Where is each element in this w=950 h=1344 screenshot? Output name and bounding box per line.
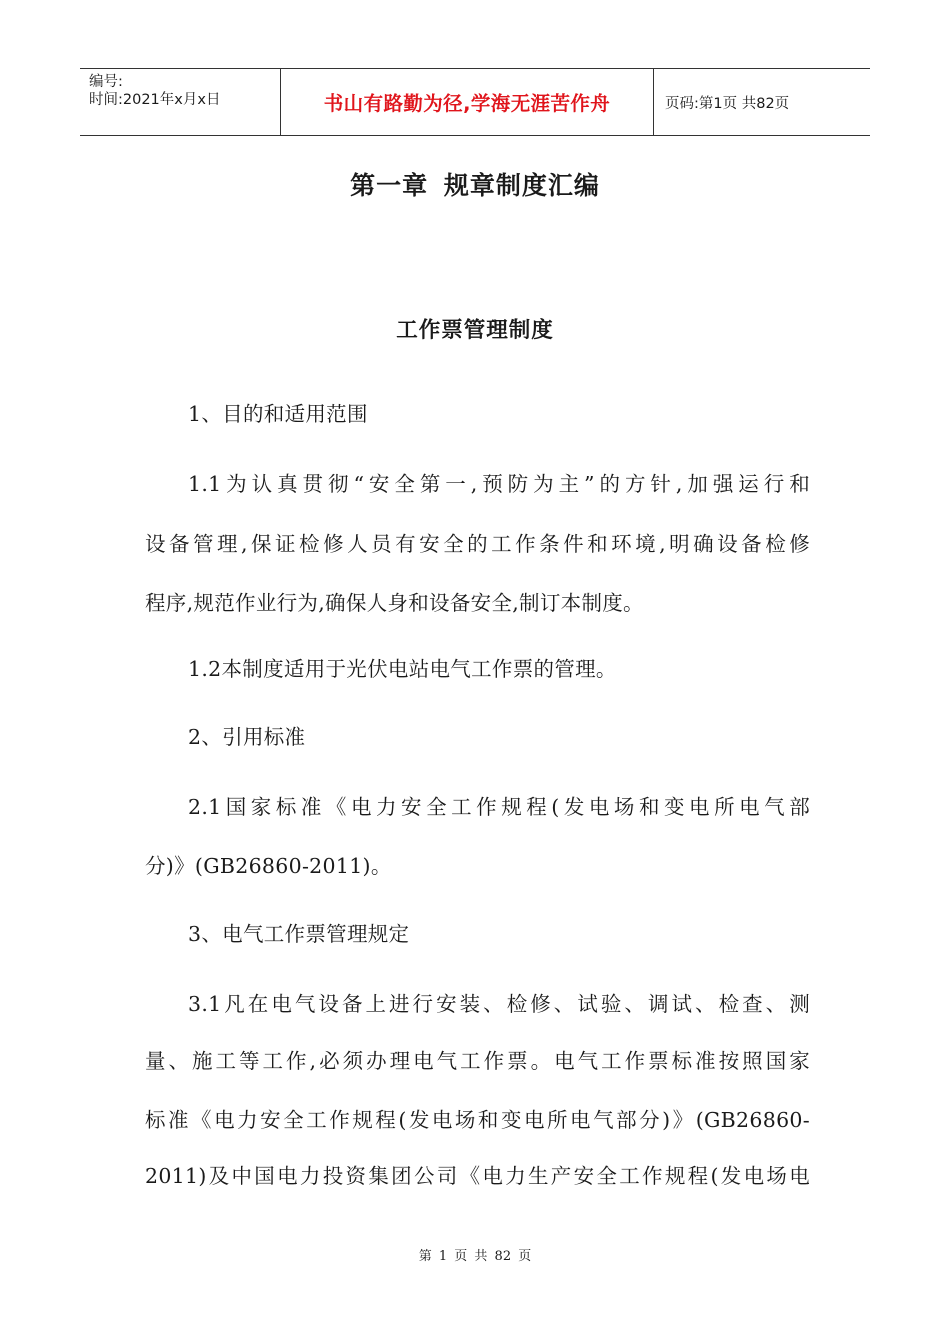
paragraph-line: 1.2本制度适用于光伏电站电气工作票的管理。 [188, 657, 617, 681]
header-motto-cell [281, 69, 654, 135]
number-label: 编号: [89, 74, 123, 90]
paragraph-line: 程序,规范作业行为,确保人身和设备安全,制订本制度。 [145, 591, 644, 615]
paragraph-line: 2.1国家标准《电力安全工作规程(发电场和变电所电气部 [188, 795, 810, 819]
page-info: 页码:第1页 共82页 [665, 95, 790, 112]
header-meta-cell [80, 69, 281, 135]
paragraph-line: 2011)及中国电力投资集团公司《电力生产安全工作规程(发电场电 [145, 1164, 810, 1188]
paragraph-line: 1.1为认真贯彻“安全第一,预防为主”的方针,加强运行和 [188, 472, 810, 496]
section-title: 工作票管理制度 [396, 318, 554, 343]
date-label: 时间:2021年x月x日 [89, 92, 221, 108]
heading-3: 3、电气工作票管理规定 [188, 922, 410, 946]
heading-1: 1、目的和适用范围 [188, 402, 368, 426]
page-footer: 第 1 页 共 82 页 [418, 1249, 532, 1264]
paragraph-line: 标准《电力安全工作规程(发电场和变电所电气部分)》(GB26860- [145, 1108, 810, 1132]
header-page-cell [654, 69, 870, 135]
paragraph-line: 3.1凡在电气设备上进行安装、检修、试验、调试、检查、测 [188, 992, 810, 1016]
heading-2: 2、引用标准 [188, 725, 306, 749]
paragraph-line: 分)》(GB26860-2011)。 [145, 854, 392, 878]
motto-text: 书山有路勤为径,学海无涯苦作舟 [323, 92, 611, 115]
paragraph-line: 设备管理,保证检修人员有安全的工作条件和环境,明确设备检修 [145, 532, 810, 556]
paragraph-line: 量、施工等工作,必须办理电气工作票。电气工作票标准按照国家 [145, 1049, 810, 1073]
document-header [80, 68, 870, 136]
chapter-title: 第一章 规章制度汇编 [350, 171, 600, 200]
